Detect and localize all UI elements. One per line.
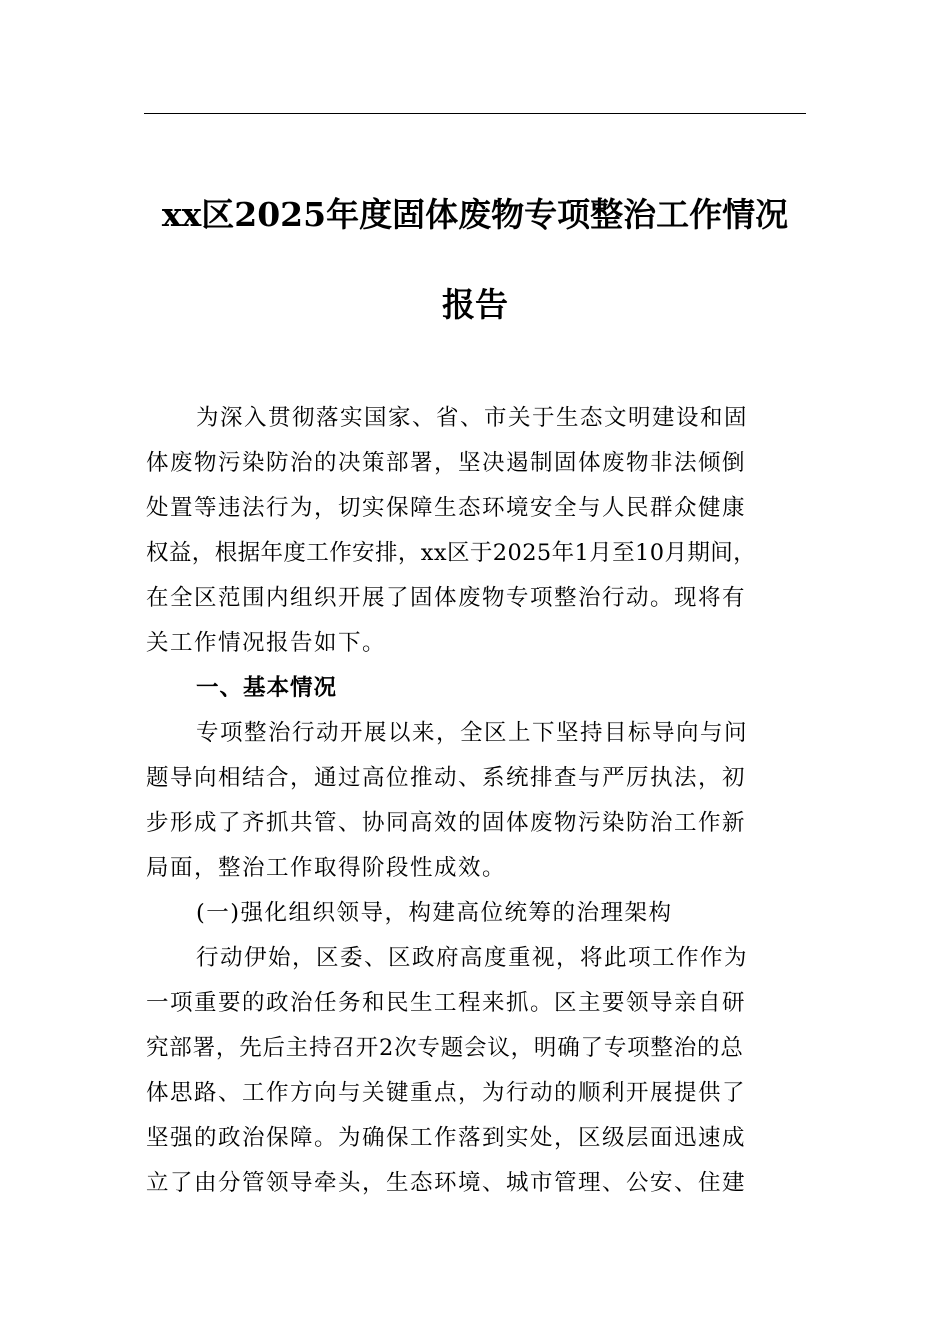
- paragraph-line: 处置等违法行为，切实保障生态环境安全与人民群众健康: [146, 495, 747, 521]
- paragraph-line: 一项重要的政治任务和民生工程来抓。区主要领导亲自研: [146, 990, 747, 1016]
- paragraph-line: 专项整治行动开展以来，全区上下坚持目标导向与问: [196, 720, 749, 746]
- paragraph-line: 行动伊始，区委、区政府高度重视，将此项工作作为: [196, 945, 749, 971]
- title-line: 报告: [442, 285, 508, 324]
- paragraph-line: 坚强的政治保障。为确保工作落到实处，区级层面迅速成: [146, 1125, 747, 1151]
- subsection-heading: (一)强化组织领导，构建高位统筹的治理架构: [196, 900, 673, 926]
- title-line: xx区2025年度固体废物专项整治工作情况: [161, 195, 789, 234]
- paragraph-line: 为深入贯彻落实国家、省、市关于生态文明建设和固: [196, 405, 749, 431]
- header-rule: [144, 113, 806, 114]
- section-heading: 一、基本情况: [196, 675, 338, 701]
- paragraph-line: 究部署，先后主持召开2次专题会议，明确了专项整治的总: [146, 1035, 744, 1061]
- paragraph-line: 在全区范围内组织开展了固体废物专项整治行动。现将有: [146, 585, 747, 611]
- paragraph-line: 局面，整治工作取得阶段性成效。: [146, 855, 507, 881]
- document-title: [130, 170, 820, 350]
- paragraph-line: 体思路、工作方向与关键重点，为行动的顺利开展提供了: [146, 1080, 747, 1106]
- paragraph-line: 步形成了齐抓共管、协同高效的固体废物污染防治工作新: [146, 810, 747, 836]
- paragraph-line: 题导向相结合，通过高位推动、系统排查与严厉执法，初: [146, 765, 747, 791]
- document-body: [146, 396, 806, 1206]
- paragraph-line: 体废物污染防治的决策部署，坚决遏制固体废物非法倾倒: [146, 450, 747, 476]
- paragraph-line: 立了由分管领导牵头，生态环境、城市管理、公安、住建: [146, 1170, 747, 1196]
- paragraph-line: 权益，根据年度工作安排，xx区于2025年1月至10月期间，: [146, 540, 757, 566]
- paragraph-line: 关工作情况报告如下。: [146, 630, 387, 656]
